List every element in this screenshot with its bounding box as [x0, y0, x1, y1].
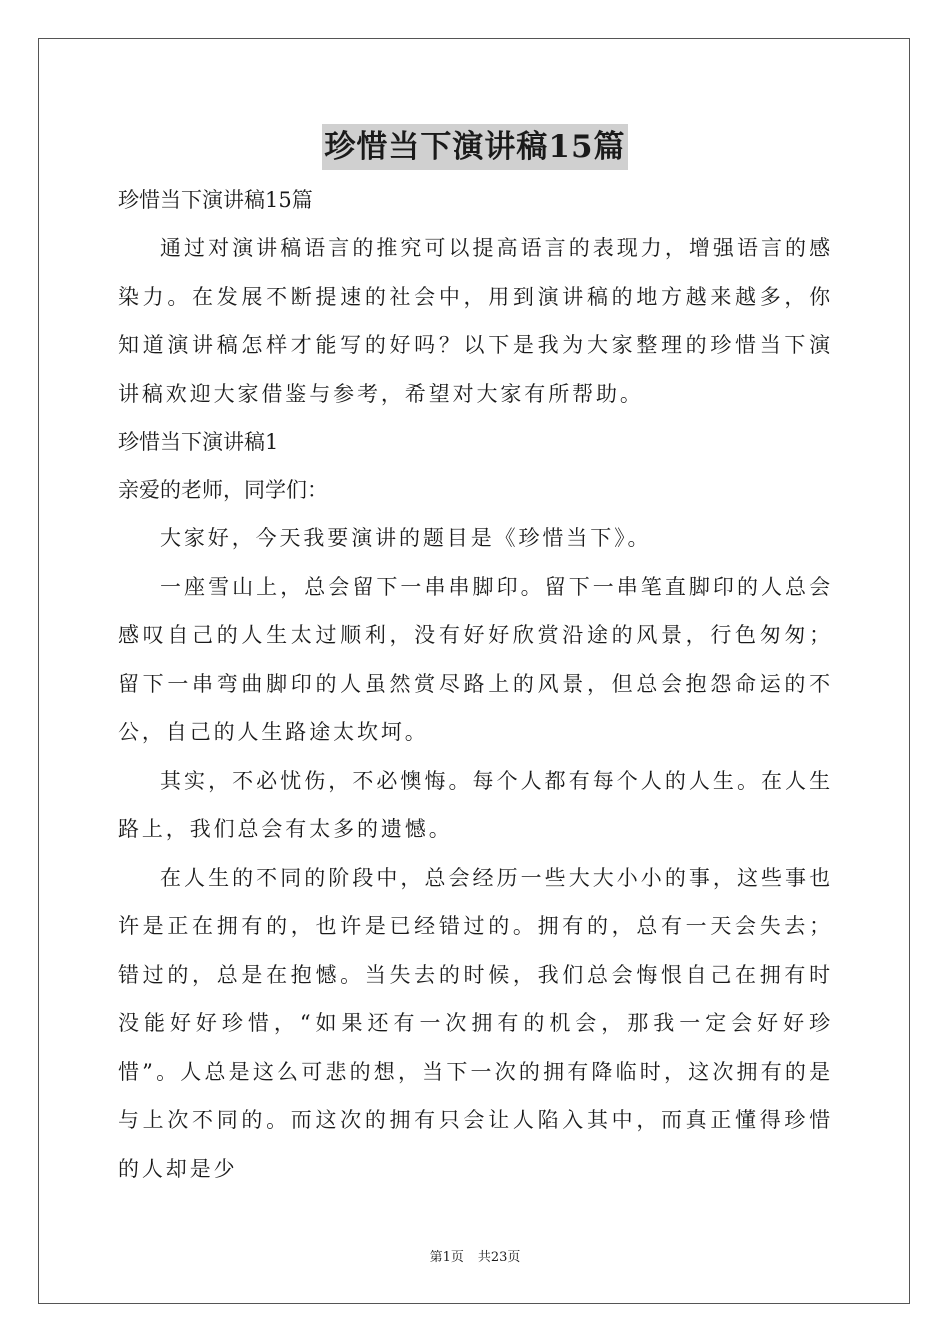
- section-heading: 珍惜当下演讲稿1: [118, 430, 279, 454]
- body-paragraph-1: 大家好，今天我要演讲的题目是《珍惜当下》。: [160, 526, 652, 550]
- title-container: [0, 124, 950, 170]
- document-body: [118, 176, 833, 1193]
- document-subtitle: 珍惜当下演讲稿15篇: [118, 188, 313, 212]
- body-paragraph-4: 在人生的不同的阶段中，总会经历一些大大小小的事，这些事也许是正在拥有的，也许是已经错过的。拥有的，总有一天会失去；错过的，总是在抱憾。当失去的时候，我们总会悔恨自己在拥有时没能好好珍惜，“如果还有一次拥有的机会，那我一定会好好珍惜”。人总是这么可悲的想，当下一次的拥有降临时，这次拥有的是与上次不同的。而这次的拥有只会让人陷入其中，而真正懂得珍惜的人却是少: [118, 865, 833, 1181]
- page-total: 共23页: [477, 1250, 521, 1265]
- page-number: 第1页: [429, 1250, 464, 1265]
- body-paragraph-3: 其实，不必忧伤，不必懊悔。每个人都有每个人的人生。在人生路上，我们总会有太多的遗憾。: [118, 768, 833, 841]
- salutation: 亲爱的老师，同学们：: [118, 478, 328, 502]
- body-paragraph-2: 一座雪山上，总会留下一串串脚印。留下一串笔直脚印的人总会感叹自己的人生太过顺利，没有好好欣赏沿途的风景，行色匆匆；留下一串弯曲脚印的人虽然赏尽路上的风景，但总会抱怨命运的不公，自己的人生路途太坎坷。: [118, 574, 833, 744]
- page-footer: [0, 1246, 950, 1265]
- document-title: 珍惜当下演讲稿15篇: [322, 124, 627, 170]
- intro-paragraph: 通过对演讲稿语言的推究可以提高语言的表现力，增强语言的感染力。在发展不断提速的社会中，用到演讲稿的地方越来越多，你知道演讲稿怎样才能写的好吗？以下是我为大家整理的珍惜当下演讲稿欢迎大家借鉴与参考，希望对大家有所帮助。: [118, 236, 833, 406]
